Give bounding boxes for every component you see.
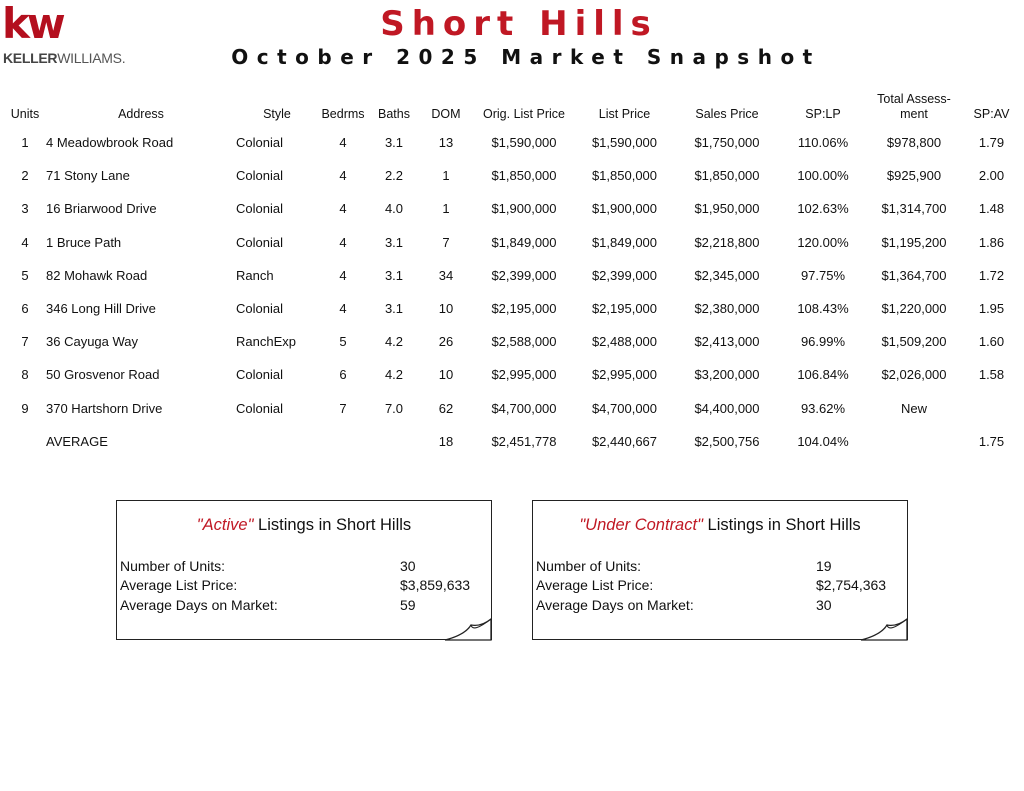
cell-sp-lp: 108.43% [797,301,849,317]
average-row [4,425,1020,458]
under-contract-card-title [533,516,907,535]
cell-total-assessment: New [900,400,927,416]
cell-total-assessment: $2,026,000 [881,367,947,383]
column-header-sp-lp: SP:LP [805,107,841,121]
sales-table [4,80,1020,458]
cell-list-price: $4,700,000 [591,400,658,416]
cell-total-assessment: $1,364,700 [881,267,947,283]
cell-list-price: $2,399,000 [591,267,658,283]
average-sp-av: 1.75 [978,433,1005,449]
cell-address: 82 Mohawk Road [46,267,148,283]
cell-sp-av [963,392,1020,425]
cell-orig-list-price: $1,900,000 [491,201,557,217]
average-total-assessment [865,425,963,458]
under-contract-price-label: Average List Price: [536,577,654,593]
active-price-label: Average List Price: [120,577,238,593]
cell-orig-list-price: $2,399,000 [491,267,557,283]
table-row [4,192,1020,225]
under-contract-listings-card [532,500,908,640]
table-row [4,226,1020,259]
cell-sp-av: 1.60 [978,334,1005,350]
cell-baths: 3.1 [384,301,404,317]
under-contract-dom-value: 30 [816,597,832,613]
sales-table-header [4,80,1020,126]
cell-bedrooms: 4 [339,234,347,250]
cell-list-price: $1,590,000 [591,135,658,151]
under-contract-dom-label: Average Days on Market: [536,597,694,613]
under-contract-units-label: Number of Units: [536,558,642,574]
active-dom-label: Average Days on Market: [120,597,278,613]
cell-sp-lp: 93.62% [800,400,846,416]
cell-sales-price: $1,950,000 [694,201,760,217]
cell-address: 50 Grosvenor Road [46,367,160,383]
table-row [4,126,1020,159]
cell-orig-list-price: $2,995,000 [491,367,557,383]
cell-style: Colonial [236,301,283,317]
sales-table-body [4,126,1020,458]
column-header-sp-av: SP:AV [973,107,1010,121]
cell-units: 7 [21,334,29,350]
average-sp-lp: 104.04% [797,433,849,449]
table-row [4,292,1020,325]
table-row [4,392,1020,425]
cell-sales-price: $1,750,000 [694,135,760,151]
cell-baths: 7.0 [384,400,404,416]
column-header-units: Units [10,107,40,121]
cell-sp-av: 1.86 [978,234,1005,250]
average-sales-price: $2,500,756 [694,433,760,449]
active-price-value: $3,859,633 [400,577,471,593]
cell-bedrooms: 4 [339,135,347,151]
cell-dom: 26 [438,334,454,350]
logo-brand-light: WILLIAMS. [57,50,126,66]
cell-bedrooms: 4 [339,168,347,184]
cell-orig-list-price: $1,850,000 [491,168,557,184]
cell-total-assessment: $1,220,000 [881,301,947,317]
cell-list-price: $2,195,000 [591,301,658,317]
cell-address: 16 Briarwood Drive [46,201,157,217]
average-dom: 18 [438,433,454,449]
cell-orig-list-price: $4,700,000 [491,400,557,416]
cell-sp-av: 1.72 [978,267,1005,283]
cell-bedrooms: 4 [339,301,347,317]
cell-bedrooms: 6 [339,367,347,383]
cell-bedrooms: 4 [339,267,347,283]
column-header-bedrooms: Bedrms [321,107,365,121]
cell-sales-price: $3,200,000 [694,367,760,383]
column-header-address: Address [118,107,164,121]
cell-dom: 13 [438,135,454,151]
cell-dom: 34 [438,267,454,283]
cell-dom: 7 [442,234,450,250]
column-header-dom: DOM [431,107,461,121]
active-units-label: Number of Units: [120,558,226,574]
cell-style: Colonial [236,135,283,151]
table-row [4,325,1020,358]
under-contract-title-highlight: "Under Contract" [579,516,703,534]
cell-units: 1 [21,135,29,151]
column-header-list-price: List Price [598,107,651,121]
cell-baths: 4.2 [384,367,404,383]
cell-baths: 4.0 [384,201,404,217]
active-title-highlight: "Active" [196,516,254,534]
cell-baths: 3.1 [384,267,404,283]
under-contract-price-value: $2,754,363 [816,577,887,593]
cell-sp-lp: 110.06% [797,135,849,151]
cell-style: Colonial [236,168,283,184]
cell-sales-price: $2,380,000 [694,301,760,317]
cell-baths: 3.1 [384,234,404,250]
average-list-price: $2,440,667 [591,433,658,449]
cell-sp-av: 2.00 [978,168,1005,184]
column-header-total-assessment: Total Assess-ment [877,92,951,121]
cell-sp-av: 1.95 [978,301,1005,317]
cell-style: RanchExp [236,334,296,350]
table-row [4,159,1020,192]
column-header-sales-price: Sales Price [695,107,759,121]
table-row [4,358,1020,391]
page-subtitle: October 2025 Market Snapshot [231,45,821,69]
cell-total-assessment: $978,800 [886,135,942,151]
column-header-style: Style [263,107,291,121]
cell-list-price: $2,995,000 [591,367,658,383]
active-units-value: 30 [400,558,416,574]
kw-logo-mark: kw [2,0,63,48]
cell-total-assessment: $1,195,200 [881,234,947,250]
average-bedrooms [318,425,368,458]
column-header-baths: Baths [378,107,410,121]
active-card-title [117,516,491,535]
cell-units: 2 [21,168,29,184]
page-title: Short Hills [380,4,658,44]
cell-baths: 2.2 [384,168,404,184]
cell-orig-list-price: $1,590,000 [491,135,557,151]
cell-baths: 4.2 [384,334,404,350]
cell-sales-price: $2,345,000 [694,267,760,283]
under-contract-title-rest: Listings in Short Hills [702,516,861,534]
cell-dom: 10 [438,367,454,383]
cell-address: 1 Bruce Path [46,234,122,250]
cell-list-price: $2,488,000 [591,334,658,350]
cell-units: 5 [21,267,29,283]
cell-units: 9 [21,400,29,416]
cell-style: Colonial [236,400,283,416]
under-contract-units-value: 19 [816,558,832,574]
average-orig-list-price: $2,451,778 [491,433,557,449]
cell-sp-lp: 97.75% [800,267,846,283]
cell-dom: 10 [438,301,454,317]
cell-list-price: $1,849,000 [591,234,658,250]
cell-style: Colonial [236,367,283,383]
cell-sp-lp: 100.00% [797,168,849,184]
cell-style: Colonial [236,234,283,250]
cell-sales-price: $4,400,000 [694,400,760,416]
cell-address: 370 Hartshorn Drive [46,400,163,416]
cell-list-price: $1,850,000 [591,168,658,184]
cell-sp-lp: 96.99% [800,334,846,350]
page-curl-icon [859,617,909,641]
header-row [4,80,1020,126]
cell-units: 6 [21,301,29,317]
cell-address: 36 Cayuga Way [46,334,139,350]
cell-sales-price: $2,218,800 [694,234,760,250]
cell-sp-av: 1.48 [978,201,1005,217]
active-title-rest: Listings in Short Hills [253,516,412,534]
cell-baths: 3.1 [384,135,404,151]
cell-orig-list-price: $1,849,000 [491,234,557,250]
cell-dom: 1 [442,168,450,184]
cell-sp-av: 1.58 [978,367,1005,383]
average-style [236,425,318,458]
active-dom-value: 59 [400,597,416,613]
page-curl-icon [443,617,493,641]
cell-address: 4 Meadowbrook Road [46,135,174,151]
logo-brand-bold: KELLER [3,50,58,66]
active-listings-card [116,500,492,640]
column-header-orig-list-price: Orig. List Price [483,107,565,121]
cell-sales-price: $1,850,000 [694,168,760,184]
cell-sales-price: $2,413,000 [694,334,760,350]
cell-bedrooms: 7 [339,400,347,416]
table-row [4,259,1020,292]
cell-address: 346 Long Hill Drive [46,301,156,317]
cell-units: 8 [21,367,29,383]
average-baths [368,425,420,458]
cell-units: 4 [21,234,29,250]
cell-address: 71 Stony Lane [46,168,130,184]
cell-sp-av: 1.79 [978,135,1005,151]
cell-orig-list-price: $2,195,000 [491,301,557,317]
cell-sp-lp: 106.84% [797,367,849,383]
cell-bedrooms: 5 [339,334,347,350]
average-units [4,425,46,458]
cell-bedrooms: 4 [339,201,347,217]
cell-dom: 62 [438,400,454,416]
cell-sp-lp: 102.63% [797,201,849,217]
cell-style: Colonial [236,201,283,217]
cell-list-price: $1,900,000 [591,201,658,217]
cell-style: Ranch [236,267,274,283]
cell-total-assessment: $1,509,200 [881,334,947,350]
cell-total-assessment: $925,900 [886,168,942,184]
cell-orig-list-price: $2,588,000 [491,334,557,350]
cell-total-assessment: $1,314,700 [881,201,947,217]
average-address: AVERAGE [46,433,108,449]
cell-sp-lp: 120.00% [797,234,849,250]
cell-units: 3 [21,201,29,217]
cell-dom: 1 [442,201,450,217]
